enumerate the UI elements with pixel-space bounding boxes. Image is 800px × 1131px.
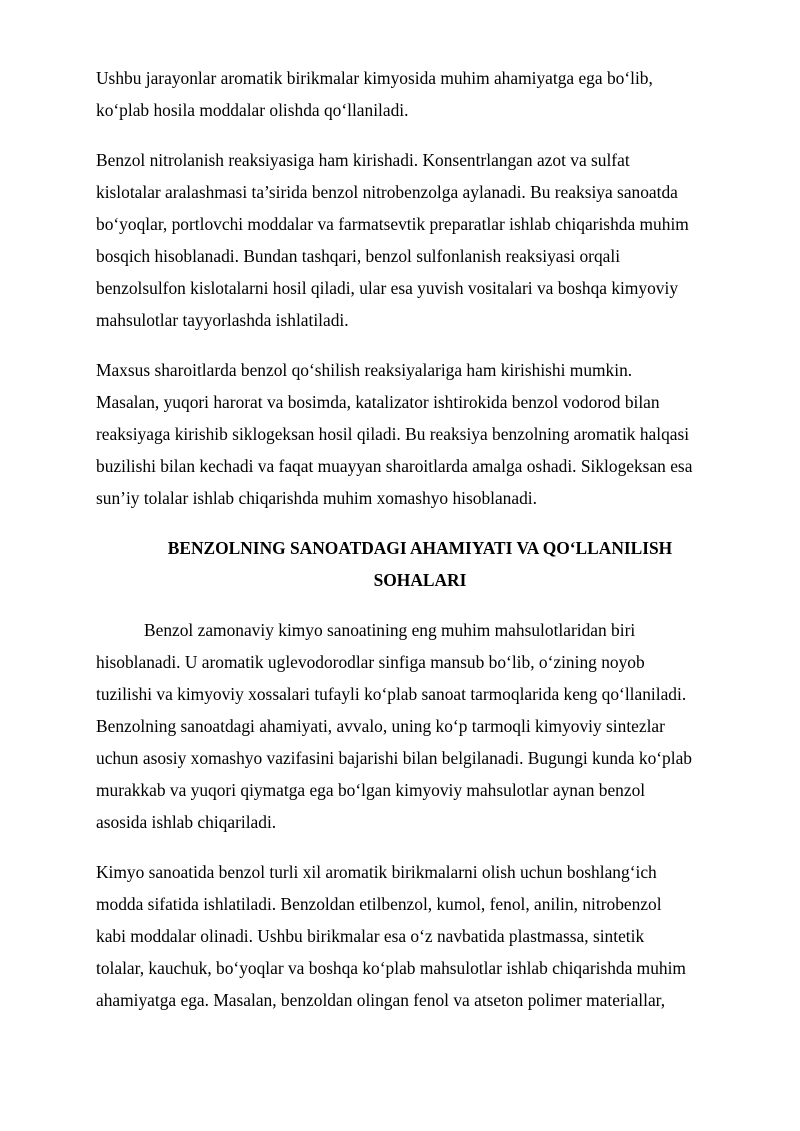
heading-line: SOHALARI	[373, 570, 467, 590]
text-line: kabi moddalar olinadi. Ushbu birikmalar esa o‘z navbatida plastmassa, sintetik	[96, 926, 645, 946]
text-line: bosqich hisoblanadi. Bundan tashqari, benzol sulfonlanish reaksiyasi orqali	[96, 246, 621, 266]
text-line: reaksiyaga kirishib siklogeksan hosil qiladi. Bu reaksiya benzolning aromatik halqasi	[96, 424, 690, 444]
paragraph-addition-reactions	[96, 354, 744, 514]
paragraph-industrial-importance	[96, 614, 744, 838]
heading-line: BENZOLNING SANOATDAGI AHAMIYATI VA QO‘LLANILISH	[167, 538, 673, 558]
text-line: bo‘yoqlar, portlovchi moddalar va farmatsevtik preparatlar ishlab chiqarishda muhim	[96, 214, 689, 234]
text-line: modda sifatida ishlatiladi. Benzoldan etilbenzol, kumol, fenol, anilin, nitrobenzol	[96, 894, 662, 914]
text-line: Masalan, yuqori harorat va bosimda, katalizator ishtirokida benzol vodorod bilan	[96, 392, 660, 412]
text-line: tuzilishi va kimyoviy xossalari tufayli ko‘plab sanoat tarmoqlarida keng qo‘llaniladi.	[96, 684, 687, 704]
paragraph-chemical-industry	[96, 856, 744, 1016]
paragraph-nitration	[96, 144, 744, 336]
text-line: Benzolning sanoatdagi ahamiyati, avvalo, uning ko‘p tarmoqli kimyoviy sintezlar	[96, 716, 665, 736]
text-line: Kimyo sanoatida benzol turli xil aromatik birikmalarni olish uchun boshlang‘ich	[96, 862, 657, 882]
text-line: Benzol zamonaviy kimyo sanoatining eng muhim mahsulotlaridan biri	[144, 620, 636, 640]
text-line: Ushbu jarayonlar aromatik birikmalar kimyosida muhim ahamiyatga ega bo‘lib,	[96, 68, 653, 88]
text-line: mahsulotlar tayyorlashda ishlatiladi.	[96, 310, 349, 330]
text-line: Benzol nitrolanish reaksiyasiga ham kirishadi. Konsentrlangan azot va sulfat	[96, 150, 630, 170]
text-line: ko‘plab hosila moddalar olishda qo‘llaniladi.	[96, 100, 409, 120]
paragraph-aromatic-processes	[96, 62, 744, 126]
text-line: asosida ishlab chiqariladi.	[96, 812, 277, 832]
text-line: Maxsus sharoitlarda benzol qo‘shilish reaksiyalariga ham kirishishi mumkin.	[96, 360, 633, 380]
text-line: kislotalar aralashmasi ta’sirida benzol nitrobenzolga aylanadi. Bu reaksiya sanoatda	[96, 182, 678, 202]
text-line: benzolsulfon kislotalarni hosil qiladi, ular esa yuvish vositalari va boshqa kimyoviy	[96, 278, 679, 298]
text-line: murakkab va yuqori qiymatga ega bo‘lgan kimyoviy mahsulotlar aynan benzol	[96, 780, 646, 800]
section-heading	[96, 532, 744, 596]
text-line: tolalar, kauchuk, bo‘yoqlar va boshqa ko‘plab mahsulotlar ishlab chiqarishda muhim	[96, 958, 686, 978]
text-line: buzilishi bilan kechadi va faqat muayyan sharoitlarda amalga oshadi. Siklogeksan esa	[96, 456, 693, 476]
document-body	[96, 62, 744, 1034]
text-line: uchun asosiy xomashyo vazifasini bajarishi bilan belgilanadi. Bugungi kunda ko‘plab	[96, 748, 692, 768]
text-line: ahamiyatga ega. Masalan, benzoldan olingan fenol va atseton polimer materiallar,	[96, 990, 666, 1010]
text-line: hisoblanadi. U aromatik uglevodorodlar sinfiga mansub bo‘lib, o‘zining noyob	[96, 652, 645, 672]
text-line: sun’iy tolalar ishlab chiqarishda muhim xomashyo hisoblanadi.	[96, 488, 537, 508]
